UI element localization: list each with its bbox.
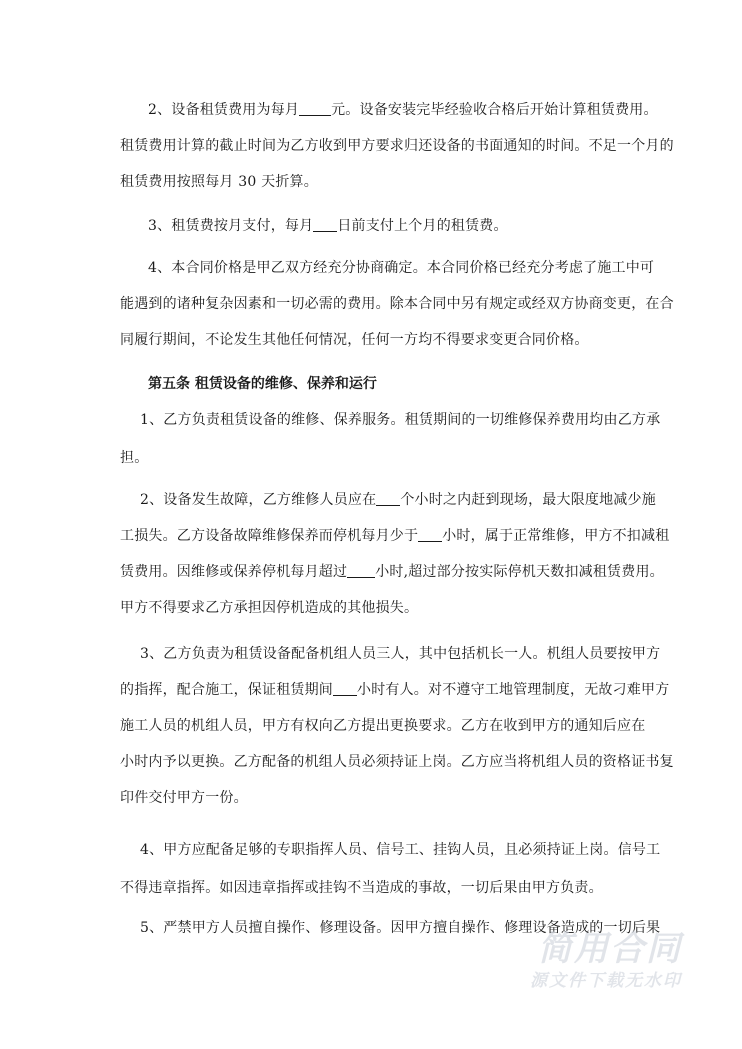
- text: 小时,超过部分按实际停机天数扣减租赁费用。: [375, 564, 664, 580]
- text: 小时有人。对不遵守工地管理制度，无故刁难甲方: [357, 682, 670, 698]
- text: 2、设备租赁费用为每月: [148, 102, 300, 118]
- paragraph-4: [148, 250, 655, 286]
- fill-blank: [376, 491, 400, 506]
- fill-blank: [418, 527, 442, 542]
- fill-blank: [299, 101, 331, 116]
- fill-blank: [333, 681, 357, 696]
- text: 施工人员的机组人员，甲方有权向乙方提出更换要求。乙方在收到甲方的通知后应在: [120, 718, 646, 734]
- text: 工损失。乙方设备故障维修保养而停机每月少于: [120, 528, 419, 544]
- paragraph-2: [148, 92, 658, 128]
- section-heading: 第五条 租赁设备的维修、保养和运行: [148, 376, 377, 392]
- text: 赁费用。因维修或保养停机每月超过: [120, 564, 348, 580]
- paragraph-3: [148, 208, 648, 244]
- article5-item-4: [140, 832, 660, 868]
- article5-item-2: [140, 482, 660, 518]
- article5-item-1: [140, 402, 660, 438]
- article5-item-5: [140, 910, 660, 946]
- text: 3、租赁费按月支付，每月: [148, 218, 314, 234]
- article5-item-3: [140, 636, 660, 672]
- text: 不得违章指挥。如因违章指挥或挂钩不当造成的事故，一切后果由甲方负责。: [120, 880, 603, 896]
- text: 1、乙方负责租赁设备的维修、保养服务。租赁期间的一切维修保养费用均由乙方承: [140, 412, 661, 428]
- fill-blank: [313, 217, 337, 232]
- text: 担。: [120, 450, 149, 466]
- text: 日前支付上个月的租赁费。: [337, 218, 508, 234]
- text: 能遇到的诸种复杂因素和一切必需的费用。除本合同中另有规定或经双方协商变更，在合: [120, 296, 674, 312]
- watermark-brand: 简用合同: [538, 929, 682, 969]
- text: 的指挥，配合施工，保证租赁期间: [120, 682, 333, 698]
- text: 印件交付甲方一份。: [120, 790, 248, 806]
- text: 3、乙方负责为租赁设备配备机组人员三人，其中包括机长一人。机组人员要按甲方: [140, 646, 661, 662]
- text: 2、设备发生故障，乙方维修人员应在: [140, 492, 377, 508]
- text: 小时，属于正常维修，甲方不扣减租: [442, 528, 670, 544]
- fill-blank: [347, 563, 375, 578]
- text: 个小时之内赶到现场，最大限度地减少施: [400, 492, 656, 508]
- text: 元。设备安装完毕经验收合格后开始计算租赁费用。: [331, 102, 658, 118]
- text: 5、严禁甲方人员擅自操作、修理设备。因甲方擅自操作、修理设备造成的一切后果: [140, 920, 661, 936]
- text: 租赁费用按照每月 30 天折算。: [120, 174, 318, 190]
- text: 甲方不得要求乙方承担因停机造成的其他损失。: [120, 600, 419, 616]
- text: 租赁费用计算的截止时间为乙方收到甲方要求归还设备的书面通知的时间。不足一个月的: [120, 138, 674, 154]
- text: 4、甲方应配备足够的专职指挥人员、信号工、挂钩人员，且必须持证上岗。信号工: [140, 842, 661, 858]
- text: 4、本合同价格是甲乙双方经充分协商确定。本合同价格已经充分考虑了施工中可: [148, 260, 655, 276]
- watermark-slogan: 源文件下载无水印: [530, 971, 682, 991]
- text: 小时内予以更换。乙方配备的机组人员必须持证上岗。乙方应当将机组人员的资格证书复: [120, 754, 674, 770]
- text: 同履行期间，不论发生其他任何情况，任何一方均不得要求变更合同价格。: [120, 332, 589, 348]
